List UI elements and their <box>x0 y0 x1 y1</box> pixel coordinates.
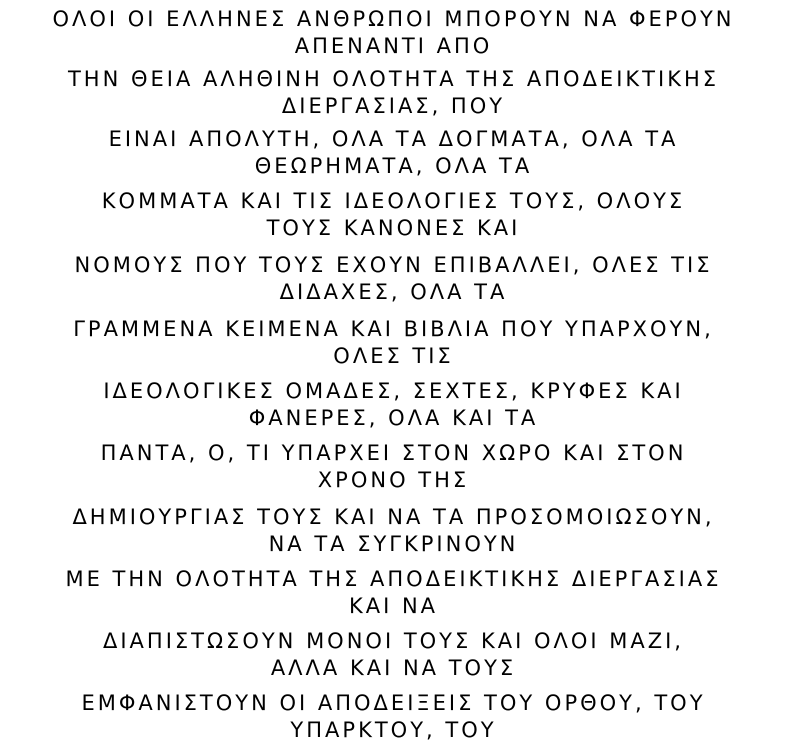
text-paragraph <box>40 188 747 242</box>
text-line: ΔΙΕΡΓΑΣΙΑΣ, ΠΟΥ <box>281 94 506 118</box>
text-line: ΤΟΥΣ ΚΑΝΟΝΕΣ ΚΑΙ <box>266 216 521 240</box>
text-line: ΠΑΝΤΑ, Ο, ΤΙ ΥΠΑΡΧΕΙ ΣΤΟΝ ΧΩΡΟ ΚΑΙ ΣΤΟΝ <box>100 441 687 465</box>
text-line: ΘΕΩΡΗΜΑΤΑ, ΟΛΑ ΤΑ <box>254 154 533 178</box>
text-line: ΓΡΑΜΜΕΝΑ ΚΕΙΜΕΝΑ ΚΑΙ ΒΙΒΛΙΑ ΠΟΥ ΥΠΑΡΧΟΥΝ, <box>73 317 714 341</box>
text-line: ΚΟΜΜΑΤΑ ΚΑΙ ΤΙΣ ΙΔΕΟΛΟΓΙΕΣ ΤΟΥΣ, ΟΛΟΥΣ <box>101 189 686 213</box>
text-line: ΤΗΝ ΘΕΙΑ ΑΛΗΘΙΝΗ ΟΛΟΤΗΤΑ ΤΗΣ ΑΠΟΔΕΙΚΤΙΚΗΣ <box>67 67 720 91</box>
text-line: ΝΟΜΟΥΣ ΠΟΥ ΤΟΥΣ ΕΧΟΥΝ ΕΠΙΒΑΛΛΕΙ, ΟΛΕΣ ΤΙΣ <box>74 253 713 277</box>
text-line: ΕΙΝΑΙ ΑΠΟΛΥΤΗ, ΟΛΑ ΤΑ ΔΟΓΜΑΤΑ, ΟΛΑ ΤΑ <box>108 127 679 151</box>
text-paragraph <box>40 690 747 744</box>
text-line: ΝΑ ΤΑ ΣΥΓΚΡΙΝΟΥΝ <box>268 532 519 556</box>
text-line: ΥΠΑΡΚΤΟΥ, ΤΟΥ <box>290 718 497 742</box>
text-line: ΕΜΦΑΝΙΣΤΟΥΝ ΟΙ ΑΠΟΔΕΙΞΕΙΣ ΤΟΥ ΟΡΘΟΥ, ΤΟΥ <box>81 691 706 715</box>
text-line: ΚΑΙ ΝΑ <box>348 594 439 618</box>
text-paragraph <box>40 504 747 558</box>
text-paragraph <box>40 316 747 370</box>
text-line: ΔΙΔΑΧΕΣ, ΟΛΑ ΤΑ <box>279 280 508 304</box>
text-line: ΦΑΝΕΡΕΣ, ΟΛΑ ΚΑΙ ΤΑ <box>248 406 539 430</box>
text-line: ΟΛΟΙ ΟΙ ΕΛΛΗΝΕΣ ΑΝΘΡΩΠΟΙ ΜΠΟΡΟΥΝ ΝΑ ΦΕΡΟΥΝ <box>52 7 735 31</box>
text-line: ΧΡΟΝΟ ΤΗΣ <box>317 468 470 492</box>
text-paragraph <box>40 66 747 120</box>
text-paragraph <box>40 378 747 432</box>
text-paragraph <box>40 440 747 494</box>
text-line: ΙΔΕΟΛΟΓΙΚΕΣ ΟΜΑΔΕΣ, ΣΕΧΤΕΣ, ΚΡΥΦΕΣ ΚΑΙ <box>103 379 684 403</box>
text-line: ΔΗΜΙΟΥΡΓΙΑΣ ΤΟΥΣ ΚΑΙ ΝΑ ΤΑ ΠΡΟΣΟΜΟΙΩΣΟΥΝ, <box>72 505 715 529</box>
text-line: ΑΛΛΑ ΚΑΙ ΝΑ ΤΟΥΣ <box>270 656 517 680</box>
text-paragraph <box>40 252 747 306</box>
text-line: ΑΠΕΝΑΝΤΙ ΑΠΟ <box>294 34 493 58</box>
text-paragraph <box>40 6 747 60</box>
text-paragraph <box>40 566 747 620</box>
text-line: ΜΕ ΤΗΝ ΟΛΟΤΗΤΑ ΤΗΣ ΑΠΟΔΕΙΚΤΙΚΗΣ ΔΙΕΡΓΑΣΙΑΣ <box>65 567 722 591</box>
text-line: ΔΙΑΠΙΣΤΩΣΟΥΝ ΜΟΝΟΙ ΤΟΥΣ ΚΑΙ ΟΛΟΙ ΜΑΖΙ, <box>103 629 684 653</box>
text-paragraph <box>40 628 747 682</box>
text-paragraph <box>40 126 747 180</box>
text-line: ΟΛΕΣ ΤΙΣ <box>333 344 454 368</box>
